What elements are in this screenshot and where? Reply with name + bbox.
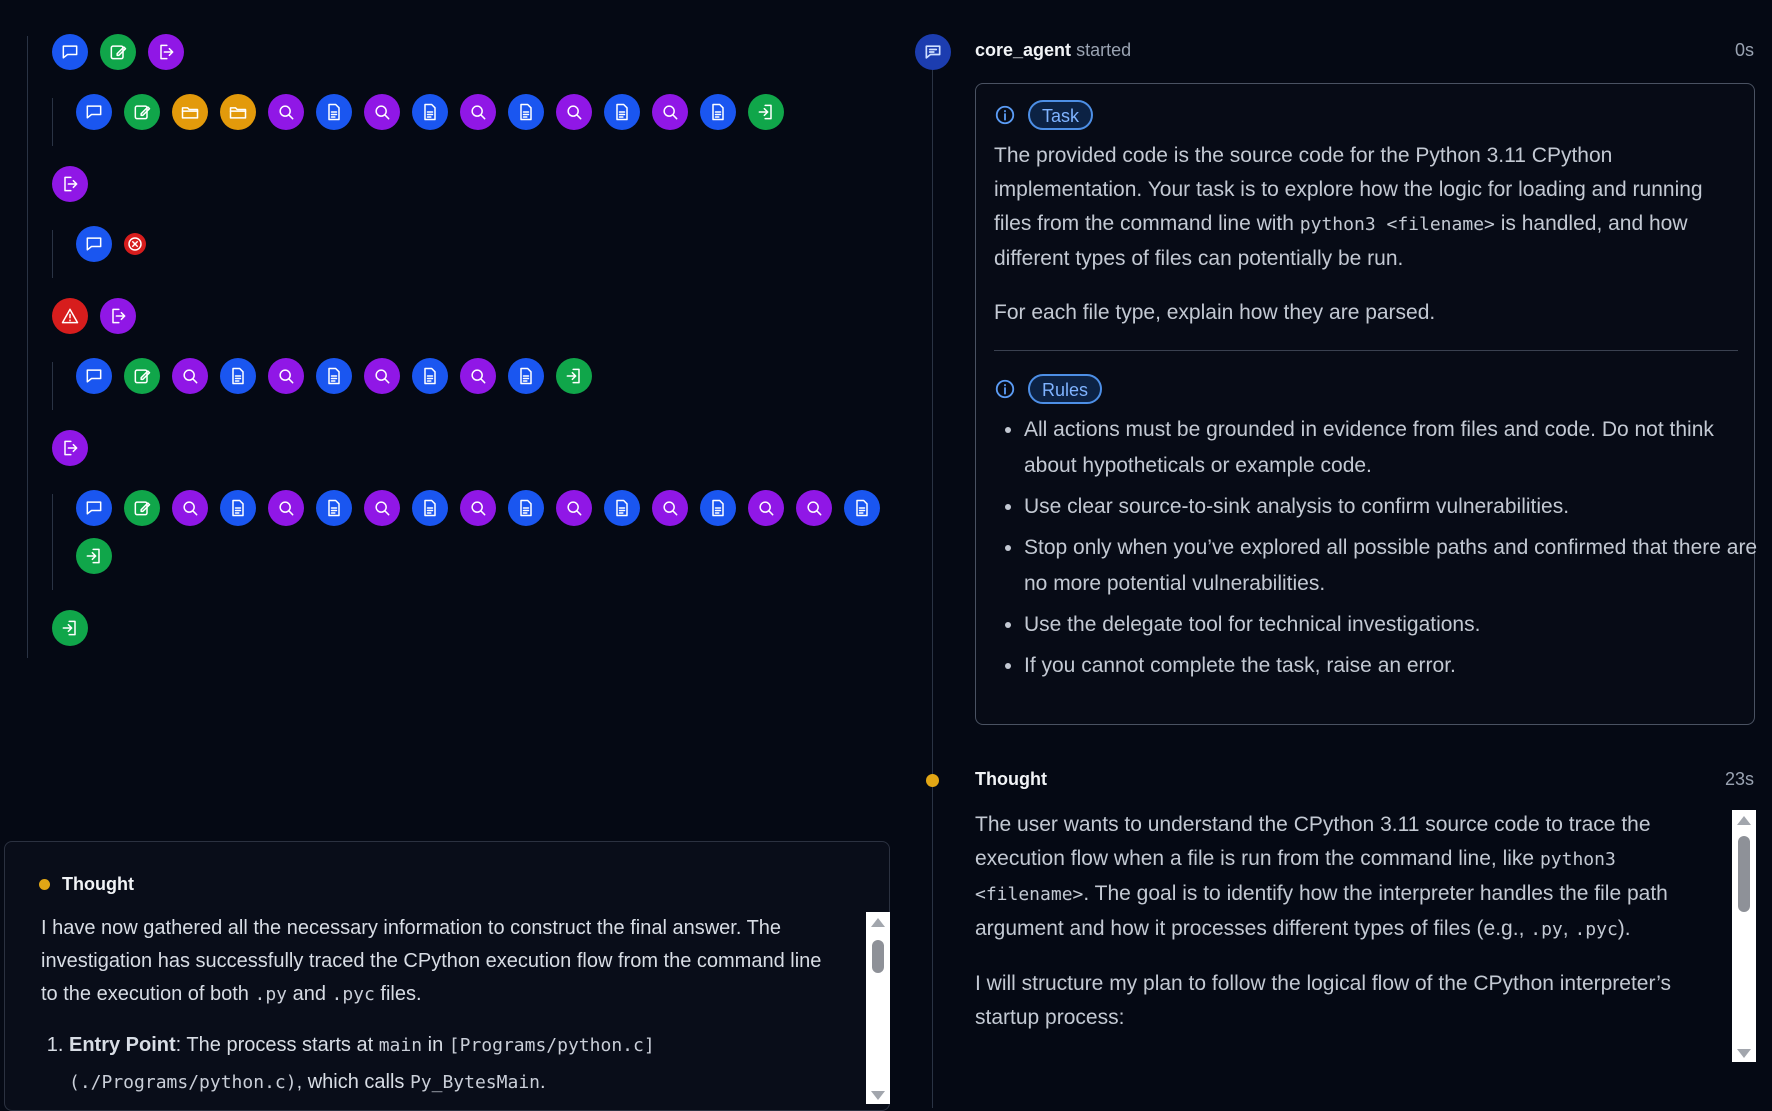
file-icon[interactable] bbox=[508, 358, 544, 394]
exit-icon[interactable] bbox=[52, 166, 88, 202]
rules-list bbox=[994, 412, 1764, 689]
chat-icon bbox=[923, 42, 943, 62]
file-icon[interactable] bbox=[316, 94, 352, 130]
thought-panel bbox=[4, 841, 890, 1111]
search-icon[interactable] bbox=[268, 94, 304, 130]
enter-icon[interactable] bbox=[76, 538, 112, 574]
warning-icon[interactable] bbox=[52, 298, 88, 334]
timeline-subrow bbox=[76, 94, 784, 130]
search-icon[interactable] bbox=[268, 490, 304, 526]
search-icon[interactable] bbox=[556, 94, 592, 130]
divider bbox=[994, 350, 1738, 351]
rule-item: • Stop only when you’ve explored all possible paths and confirmed that there are no more potential vulnerabilities. bbox=[1024, 530, 1764, 602]
rules-badge: Rules bbox=[1028, 374, 1102, 404]
scroll-thumb[interactable] bbox=[872, 940, 884, 973]
thought-header bbox=[39, 874, 134, 895]
search-icon[interactable] bbox=[364, 358, 400, 394]
edit-icon[interactable] bbox=[124, 358, 160, 394]
thought-dot bbox=[926, 774, 939, 787]
source-link[interactable]: [Programs/python.c] bbox=[448, 1035, 655, 1056]
rules-header bbox=[994, 374, 1102, 404]
thought-body bbox=[41, 912, 841, 1101]
edit-icon[interactable] bbox=[124, 490, 160, 526]
thought-steps bbox=[41, 1027, 841, 1101]
scroll-down-arrow[interactable] bbox=[871, 1091, 885, 1100]
edit-icon[interactable] bbox=[124, 94, 160, 130]
rule-item: • All actions must be grounded in evidence from files and code. Do not think about hypotheticals or example code. bbox=[1024, 412, 1764, 484]
error-icon[interactable] bbox=[124, 233, 146, 255]
thought-body bbox=[975, 808, 1735, 1055]
search-icon[interactable] bbox=[748, 490, 784, 526]
task-paragraph: The provided code is the source code for the Python 3.11 CPython implementation. Your task is to explore how the logic for loading and running files from the command line with python3 <filename> is handled, and how different types of files can potentially be run. bbox=[994, 144, 1703, 270]
exit-icon[interactable] bbox=[148, 34, 184, 70]
chat-icon[interactable] bbox=[76, 358, 112, 394]
info-icon bbox=[994, 378, 1016, 400]
chat-icon[interactable] bbox=[52, 34, 88, 70]
file-icon[interactable] bbox=[316, 490, 352, 526]
scroll-up-arrow[interactable] bbox=[871, 918, 885, 927]
task-header bbox=[994, 100, 1093, 130]
thought-paragraph: I have now gathered all the necessary information to construct the final answer. The investigation has successfully traced the CPython execution flow from the command line to the execution of both .py and .pyc files. bbox=[41, 917, 822, 1005]
file-icon[interactable] bbox=[844, 490, 880, 526]
file-icon[interactable] bbox=[220, 490, 256, 526]
file-icon[interactable] bbox=[412, 358, 448, 394]
exit-icon[interactable] bbox=[100, 298, 136, 334]
search-icon[interactable] bbox=[460, 358, 496, 394]
enter-icon[interactable] bbox=[748, 94, 784, 130]
thought-paragraph: I will structure my plan to follow the logical flow of the CPython interpreter’s startup process: bbox=[975, 972, 1672, 1029]
scroll-up-arrow[interactable] bbox=[1737, 816, 1751, 825]
search-icon[interactable] bbox=[652, 94, 688, 130]
chat-icon[interactable] bbox=[76, 490, 112, 526]
task-paragraph: For each file type, explain how they are parsed. bbox=[994, 301, 1436, 324]
agent-avatar bbox=[915, 34, 951, 70]
agent-name: core_agent bbox=[975, 40, 1072, 60]
agent-status: started bbox=[1076, 40, 1132, 60]
file-icon[interactable] bbox=[700, 94, 736, 130]
thought-elapsed-time: 23s bbox=[1724, 769, 1754, 789]
timeline-subrow bbox=[76, 490, 916, 526]
timeline-line bbox=[27, 36, 28, 658]
log-timeline-line bbox=[932, 68, 933, 1108]
file-icon[interactable] bbox=[316, 358, 352, 394]
file-icon[interactable] bbox=[604, 490, 640, 526]
rule-item: • Use clear source-to-sink analysis to confirm vulnerabilities. bbox=[1024, 489, 1764, 525]
chat-icon[interactable] bbox=[76, 94, 112, 130]
thought-paragraph: The user wants to understand the CPython 3.11 source code to trace the execution flow when a file is run from the command line, like python3 <filename>. The goal is to identify how the interpreter handles the file path argument and how it processes different types of files (e.g., .py, .pyc). bbox=[975, 813, 1668, 940]
timeline-subrow bbox=[76, 358, 592, 394]
file-icon[interactable] bbox=[700, 490, 736, 526]
search-icon[interactable] bbox=[172, 358, 208, 394]
agent-header bbox=[975, 40, 1131, 61]
thought-dot bbox=[39, 879, 50, 890]
timeline-row bbox=[52, 430, 88, 466]
search-icon[interactable] bbox=[460, 490, 496, 526]
search-icon[interactable] bbox=[556, 490, 592, 526]
timeline-row bbox=[52, 166, 88, 202]
search-icon[interactable] bbox=[796, 490, 832, 526]
chat-icon[interactable] bbox=[76, 226, 112, 262]
rule-item: • Use the delegate tool for technical investigations. bbox=[1024, 607, 1764, 643]
folder-icon[interactable] bbox=[172, 94, 208, 130]
scroll-thumb[interactable] bbox=[1738, 836, 1750, 912]
info-icon bbox=[994, 104, 1016, 126]
thought-label: Thought bbox=[975, 769, 1047, 789]
agent-elapsed-time: 0s bbox=[1734, 40, 1754, 60]
folder-icon[interactable] bbox=[220, 94, 256, 130]
file-icon[interactable] bbox=[412, 94, 448, 130]
search-icon[interactable] bbox=[172, 490, 208, 526]
exit-icon[interactable] bbox=[52, 430, 88, 466]
task-badge: Task bbox=[1028, 100, 1093, 130]
timeline-row bbox=[52, 298, 136, 334]
list-item: 1. Entry Point: The process starts at main in [Programs/python.c] (./Programs/python.c), which calls Py_BytesMain. bbox=[69, 1027, 841, 1101]
task-card bbox=[975, 83, 1758, 725]
thought-label: Thought bbox=[62, 874, 134, 894]
search-icon[interactable] bbox=[652, 490, 688, 526]
file-icon[interactable] bbox=[412, 490, 448, 526]
timeline-subrow bbox=[76, 226, 146, 262]
search-icon[interactable] bbox=[268, 358, 304, 394]
timeline-row bbox=[52, 610, 88, 646]
rule-item: • If you cannot complete the task, raise an error. bbox=[1024, 648, 1764, 684]
thought-scrollbar[interactable] bbox=[1732, 810, 1756, 1062]
search-icon[interactable] bbox=[364, 490, 400, 526]
file-icon[interactable] bbox=[604, 94, 640, 130]
file-icon[interactable] bbox=[220, 358, 256, 394]
file-icon[interactable] bbox=[508, 94, 544, 130]
search-icon[interactable] bbox=[460, 94, 496, 130]
scroll-down-arrow[interactable] bbox=[1737, 1049, 1751, 1058]
tool-call-timeline bbox=[0, 0, 900, 680]
search-icon[interactable] bbox=[364, 94, 400, 130]
thought-scrollbar[interactable] bbox=[866, 912, 890, 1104]
task-description bbox=[994, 139, 1739, 350]
timeline-row bbox=[52, 34, 184, 70]
edit-icon[interactable] bbox=[100, 34, 136, 70]
enter-icon[interactable] bbox=[52, 610, 88, 646]
file-icon[interactable] bbox=[508, 490, 544, 526]
enter-icon[interactable] bbox=[556, 358, 592, 394]
